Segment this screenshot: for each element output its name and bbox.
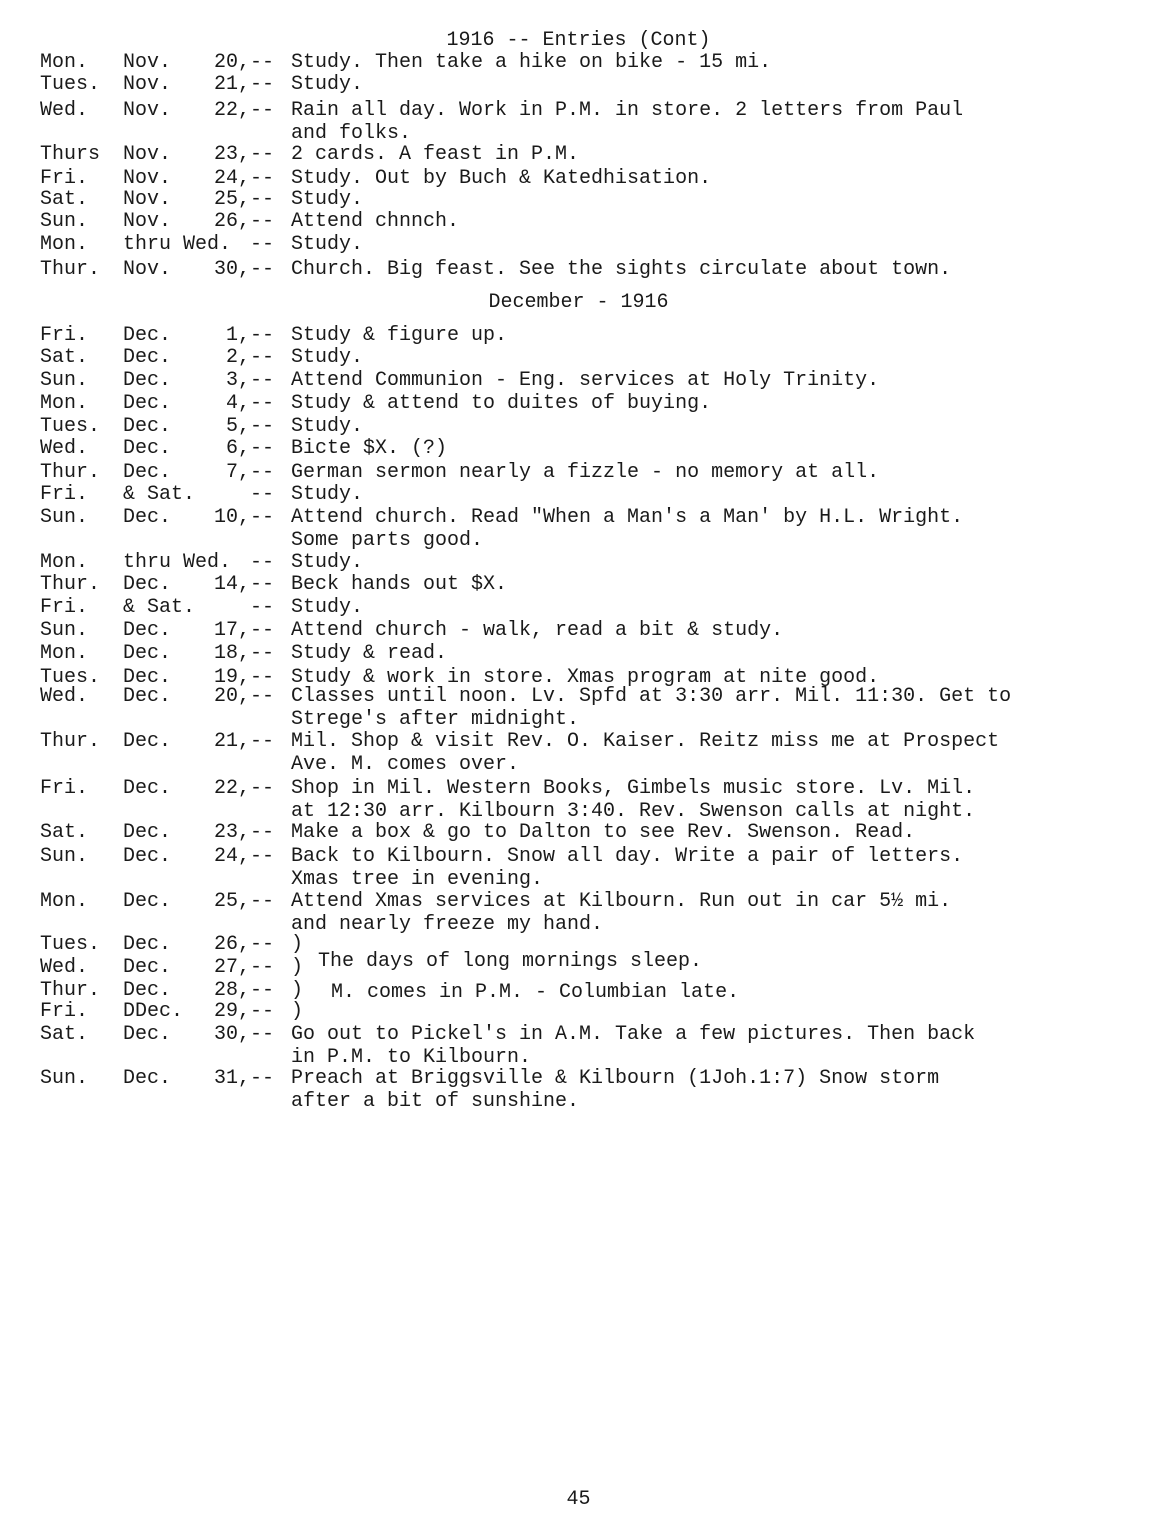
entry-text (291, 211, 1151, 234)
entry-comma: , (238, 933, 251, 956)
entry-month: Dec. (123, 1067, 172, 1090)
entry-text-line: and folks. (291, 121, 412, 145)
entry-day: Mon. (40, 392, 89, 415)
entry-comma: , (238, 346, 251, 369)
entry-comma: , (238, 666, 251, 689)
entry-text-line: Study & attend to duites of buying. (291, 392, 712, 415)
entry-month: Dec. (123, 979, 172, 1002)
entry-text-line: Attend church - walk, read a bit & study. (291, 619, 784, 642)
entry-text-line: Attend Communion - Eng. services at Holy Trinity. (291, 369, 880, 392)
entry-text-line: Study. (291, 73, 364, 96)
entry-text (291, 393, 1151, 416)
entry-comma: , (238, 210, 251, 233)
entry-text-line: Ave. M. comes over. (291, 752, 520, 776)
entry-dash: -- (250, 188, 275, 211)
entry-day: Fri. (40, 596, 89, 619)
entry-day: Thur. (40, 461, 101, 484)
entry-day: Thur. (40, 730, 101, 753)
entry-text (291, 168, 1151, 191)
entry-month: Dec. (123, 324, 172, 347)
entry-comma: , (238, 99, 251, 122)
entry-date-number: 2 (225, 346, 238, 369)
entry-text-line: Study. (291, 483, 364, 506)
entry-month: Dec. (123, 392, 172, 415)
entry-date-number: 14 (213, 573, 238, 596)
entry-dash: -- (250, 666, 275, 689)
entry-month: Dec. (123, 437, 172, 460)
entry-dash: -- (250, 483, 275, 506)
entry-comma: , (238, 730, 251, 753)
entry-text-line: Preach at Briggsville & Kilbourn (1Joh.1:7) Snow storm (291, 1067, 940, 1090)
bracket-note-1: The days of long mornings sleep. (318, 950, 703, 973)
entry-month: Dec. (123, 1023, 172, 1046)
entry-comma: , (238, 845, 251, 868)
entry-date-number: 22 (213, 777, 238, 800)
entry-text-line: Study. Then take a hike on bike - 15 mi. (291, 51, 772, 74)
entry-text-line: Beck hands out $X. (291, 573, 508, 596)
entry-text-line: Attend chnnch. (291, 210, 460, 233)
entry-comma: , (238, 573, 251, 596)
entry-comma: , (238, 73, 251, 96)
entry-text (291, 416, 1151, 439)
entry-date-number: 20 (213, 685, 238, 708)
entry-text (291, 620, 1151, 643)
entry-comma: , (238, 461, 251, 484)
entry-text (291, 462, 1151, 485)
entry-text (291, 891, 1151, 936)
entry-text-line: after a bit of sunshine. (291, 1089, 580, 1113)
entry-day: Fri. (40, 483, 89, 506)
entry-month: DDec. (123, 1000, 184, 1023)
entry-dash: -- (250, 979, 275, 1002)
entry-day: Sun. (40, 369, 89, 392)
entry-date-number: 27 (213, 956, 238, 979)
entry-comma: , (238, 956, 251, 979)
entry-comma: , (238, 437, 251, 460)
entry-month: Dec. (123, 845, 172, 868)
entry-text-line: Make a box & go to Dalton to see Rev. Swenson. Read. (291, 821, 916, 844)
entry-day: Thur. (40, 258, 101, 281)
entry-text-line: 2 cards. A feast in P.M. (291, 143, 580, 166)
entry-day: Tues. (40, 666, 101, 689)
entry-text (291, 347, 1151, 370)
entry-day: Mon. (40, 51, 89, 74)
page-heading: 1916 -- Entries (Cont) (446, 29, 711, 52)
entry-text (291, 597, 1151, 620)
entry-dash: -- (250, 210, 275, 233)
entry-month: Dec. (123, 933, 172, 956)
entry-date-number: 3 (225, 369, 238, 392)
entry-dash: -- (250, 1023, 275, 1046)
entry-text (291, 686, 1151, 731)
entry-day: Sat. (40, 346, 89, 369)
entry-day: Tues. (40, 933, 101, 956)
entry-date-number: 28 (213, 979, 238, 1002)
entry-text (291, 74, 1151, 97)
entry-text-line: Attend church. Read "When a Man's a Man' by H.L. Wright. (291, 506, 964, 529)
entry-date-number: 20 (213, 51, 238, 74)
entry-text-line: ) (291, 933, 304, 956)
entry-date-number: 31 (213, 1067, 238, 1090)
entry-date-number: 24 (213, 845, 238, 868)
entry-text (291, 643, 1151, 666)
entry-dash: -- (250, 143, 275, 166)
entry-month: Dec. (123, 573, 172, 596)
entry-month: Nov. (123, 167, 172, 190)
entry-date-number: 25 (213, 188, 238, 211)
entry-text (291, 100, 1151, 145)
entry-dash: -- (250, 415, 275, 438)
entry-date-number: 17 (213, 619, 238, 642)
entry-dash: -- (250, 619, 275, 642)
entry-text (291, 731, 1151, 776)
entry-comma: , (238, 619, 251, 642)
entry-text (291, 846, 1151, 891)
entry-date-number: 25 (213, 890, 238, 913)
entry-day: Tues. (40, 415, 101, 438)
entry-text-line: Classes until noon. Lv. Spfd at 3:30 arr. Mil. 11:30. Get to (291, 685, 1012, 708)
entry-date-number: 24 (213, 167, 238, 190)
entry-month: Dec. (123, 956, 172, 979)
entry-month: Dec. (123, 777, 172, 800)
entry-text-line: Study. (291, 346, 364, 369)
entry-day: Sun. (40, 1067, 89, 1090)
entry-text-line: Rain all day. Work in P.M. in store. 2 letters from Paul (291, 99, 964, 122)
entry-dash: -- (250, 324, 275, 347)
entry-month: Dec. (123, 461, 172, 484)
entry-dash: -- (250, 1067, 275, 1090)
entry-date-number: 23 (213, 143, 238, 166)
entry-comma: , (238, 143, 251, 166)
entry-dash: -- (250, 933, 275, 956)
entry-text (291, 325, 1151, 348)
entry-day: Mon. (40, 233, 89, 256)
entry-dash: -- (250, 1000, 275, 1023)
entry-month: Dec. (123, 730, 172, 753)
entry-month: Nov. (123, 51, 172, 74)
entry-text-line: Back to Kilbourn. Snow all day. Write a pair of letters. (291, 845, 964, 868)
entry-dash: -- (250, 99, 275, 122)
entry-day: Sun. (40, 506, 89, 529)
entry-date-number: 6 (225, 437, 238, 460)
entry-day: Fri. (40, 777, 89, 800)
entry-comma: , (238, 51, 251, 74)
entry-day: Fri. (40, 167, 89, 190)
entry-comma: , (238, 1000, 251, 1023)
entry-text (291, 552, 1151, 575)
entry-text-line: ) (291, 1000, 304, 1023)
entry-month: Dec. (123, 666, 172, 689)
entry-date-number: 4 (225, 392, 238, 415)
entry-day: Wed. (40, 956, 89, 979)
entry-day: Mon. (40, 890, 89, 913)
entry-date-number: 30 (213, 258, 238, 281)
entry-date-number: 30 (213, 1023, 238, 1046)
entry-month: & Sat. (123, 483, 196, 506)
entry-text-line: Shop in Mil. Western Books, Gimbels music store. Lv. Mil. (291, 777, 976, 800)
entry-date-number: 21 (213, 730, 238, 753)
entry-day: Tues. (40, 73, 101, 96)
entry-dash: -- (250, 258, 275, 281)
entry-month: thru Wed. (123, 551, 232, 574)
entry-text (291, 507, 1151, 552)
entry-date-number: 18 (213, 642, 238, 665)
entry-text-line: ) (291, 956, 304, 979)
entry-dash: -- (250, 506, 275, 529)
entry-text-line: Study. (291, 551, 364, 574)
entry-text-line: Study & read. (291, 642, 448, 665)
entry-dash: -- (250, 642, 275, 665)
entry-text (291, 370, 1151, 393)
entry-dash: -- (250, 392, 275, 415)
entry-date-number: 26 (213, 933, 238, 956)
entry-day: Sun. (40, 619, 89, 642)
entry-text-line: ) (291, 979, 304, 1002)
entry-date-number: 29 (213, 1000, 238, 1023)
entry-month: Nov. (123, 99, 172, 122)
entry-text (291, 234, 1151, 257)
entry-text (291, 574, 1151, 597)
entry-month: Dec. (123, 619, 172, 642)
entry-dash: -- (250, 551, 275, 574)
entry-text-line: Go out to Pickel's in A.M. Take a few pictures. Then back (291, 1023, 976, 1046)
entry-text (291, 822, 1151, 845)
entry-month: Nov. (123, 258, 172, 281)
entry-date-number: 22 (213, 99, 238, 122)
entry-dash: -- (250, 233, 275, 256)
entry-comma: , (238, 415, 251, 438)
entry-day: Sun. (40, 845, 89, 868)
entry-comma: , (238, 188, 251, 211)
entry-text-line: Church. Big feast. See the sights circulate about town. (291, 258, 952, 281)
entry-text-line: at 12:30 arr. Kilbourn 3:40. Rev. Swenson calls at night. (291, 799, 976, 823)
entry-text-line: Xmas tree in evening. (291, 867, 544, 891)
entry-comma: , (238, 1023, 251, 1046)
entry-dash: -- (250, 51, 275, 74)
entry-month: & Sat. (123, 596, 196, 619)
entry-comma: , (238, 821, 251, 844)
entry-date-number: 21 (213, 73, 238, 96)
entry-day: Mon. (40, 642, 89, 665)
entry-day: Thur. (40, 979, 101, 1002)
entry-text (291, 52, 1151, 75)
entry-dash: -- (250, 596, 275, 619)
entry-month: Nov. (123, 73, 172, 96)
entry-day: Sat. (40, 821, 89, 844)
entry-month: Dec. (123, 685, 172, 708)
entry-comma: , (238, 685, 251, 708)
entry-day: Wed. (40, 685, 89, 708)
entry-text-line: Study & work in store. Xmas program at nite good. (291, 666, 880, 689)
entry-day: Fri. (40, 324, 89, 347)
entry-day: Thurs (40, 143, 101, 166)
entry-comma: , (238, 258, 251, 281)
entry-date-number: 19 (213, 666, 238, 689)
entry-text-line: Study. Out by Buch & Katedhisation. (291, 167, 712, 190)
entry-dash: -- (250, 346, 275, 369)
entry-text-line: Study & figure up. (291, 324, 508, 347)
entry-text-line: Attend Xmas services at Kilbourn. Run out in car 5½ mi. (291, 890, 952, 913)
entry-dash: -- (250, 461, 275, 484)
entry-text-line: Study. (291, 415, 364, 438)
entry-month: Nov. (123, 188, 172, 211)
entry-text (291, 484, 1151, 507)
entry-month: Nov. (123, 143, 172, 166)
page-number: 45 (566, 1488, 591, 1511)
entry-text-line: Some parts good. (291, 528, 484, 552)
entry-dash: -- (250, 821, 275, 844)
entry-dash: -- (250, 167, 275, 190)
entry-date-number: 7 (225, 461, 238, 484)
entry-month: Dec. (123, 821, 172, 844)
entry-text-line: German sermon nearly a fizzle - no memory at all. (291, 461, 880, 484)
section-heading: December - 1916 (488, 291, 669, 314)
entry-month: Dec. (123, 415, 172, 438)
entry-comma: , (238, 324, 251, 347)
entry-comma: , (238, 506, 251, 529)
entry-comma: , (238, 1067, 251, 1090)
entry-month: Dec. (123, 506, 172, 529)
entry-month: Dec. (123, 346, 172, 369)
entry-comma: , (238, 369, 251, 392)
entry-text (291, 189, 1151, 212)
entry-month: Dec. (123, 642, 172, 665)
entry-date-number: 26 (213, 210, 238, 233)
entry-dash: -- (250, 685, 275, 708)
entry-text (291, 438, 1151, 461)
entry-comma: , (238, 642, 251, 665)
entry-dash: -- (250, 956, 275, 979)
entry-month: Dec. (123, 890, 172, 913)
bracket-note-2: M. comes in P.M. - Columbian late. (331, 981, 740, 1004)
entry-text (291, 778, 1151, 823)
entry-date-number: 10 (213, 506, 238, 529)
entry-date-number: 1 (225, 324, 238, 347)
entry-comma: , (238, 392, 251, 415)
entry-comma: , (238, 979, 251, 1002)
entry-text (291, 144, 1151, 167)
entry-month: Nov. (123, 210, 172, 233)
entry-text-line: in P.M. to Kilbourn. (291, 1045, 532, 1069)
entry-text-line: Mil. Shop & visit Rev. O. Kaiser. Reitz miss me at Prospect (291, 730, 1000, 753)
entry-date-number: 5 (225, 415, 238, 438)
entry-text-line: Study. (291, 596, 364, 619)
entry-month: thru Wed. (123, 233, 232, 256)
entry-day: Sat. (40, 188, 89, 211)
entry-text-line: Study. (291, 188, 364, 211)
entry-text-line: and nearly freeze my hand. (291, 912, 604, 936)
entry-text-line: Study. (291, 233, 364, 256)
entry-day: Mon. (40, 551, 89, 574)
entry-dash: -- (250, 573, 275, 596)
entry-day: Thur. (40, 573, 101, 596)
entry-day: Sat. (40, 1023, 89, 1046)
entry-comma: , (238, 890, 251, 913)
entry-comma: , (238, 167, 251, 190)
entry-day: Fri. (40, 1000, 89, 1023)
entry-day: Wed. (40, 437, 89, 460)
entry-text (291, 1001, 1151, 1024)
entry-dash: -- (250, 890, 275, 913)
entry-text-line: Bicte $X. (?) (291, 437, 448, 460)
entry-comma: , (238, 777, 251, 800)
entry-dash: -- (250, 777, 275, 800)
entry-month: Dec. (123, 369, 172, 392)
entry-dash: -- (250, 369, 275, 392)
entry-dash: -- (250, 730, 275, 753)
entry-dash: -- (250, 437, 275, 460)
entry-dash: -- (250, 845, 275, 868)
entry-dash: -- (250, 73, 275, 96)
entry-text (291, 259, 1151, 282)
entry-text (291, 1024, 1151, 1069)
entry-date-number: 23 (213, 821, 238, 844)
entry-day: Sun. (40, 210, 89, 233)
entry-day: Wed. (40, 99, 89, 122)
entry-text (291, 1068, 1151, 1113)
entry-text-line: Strege's after midnight. (291, 707, 580, 731)
